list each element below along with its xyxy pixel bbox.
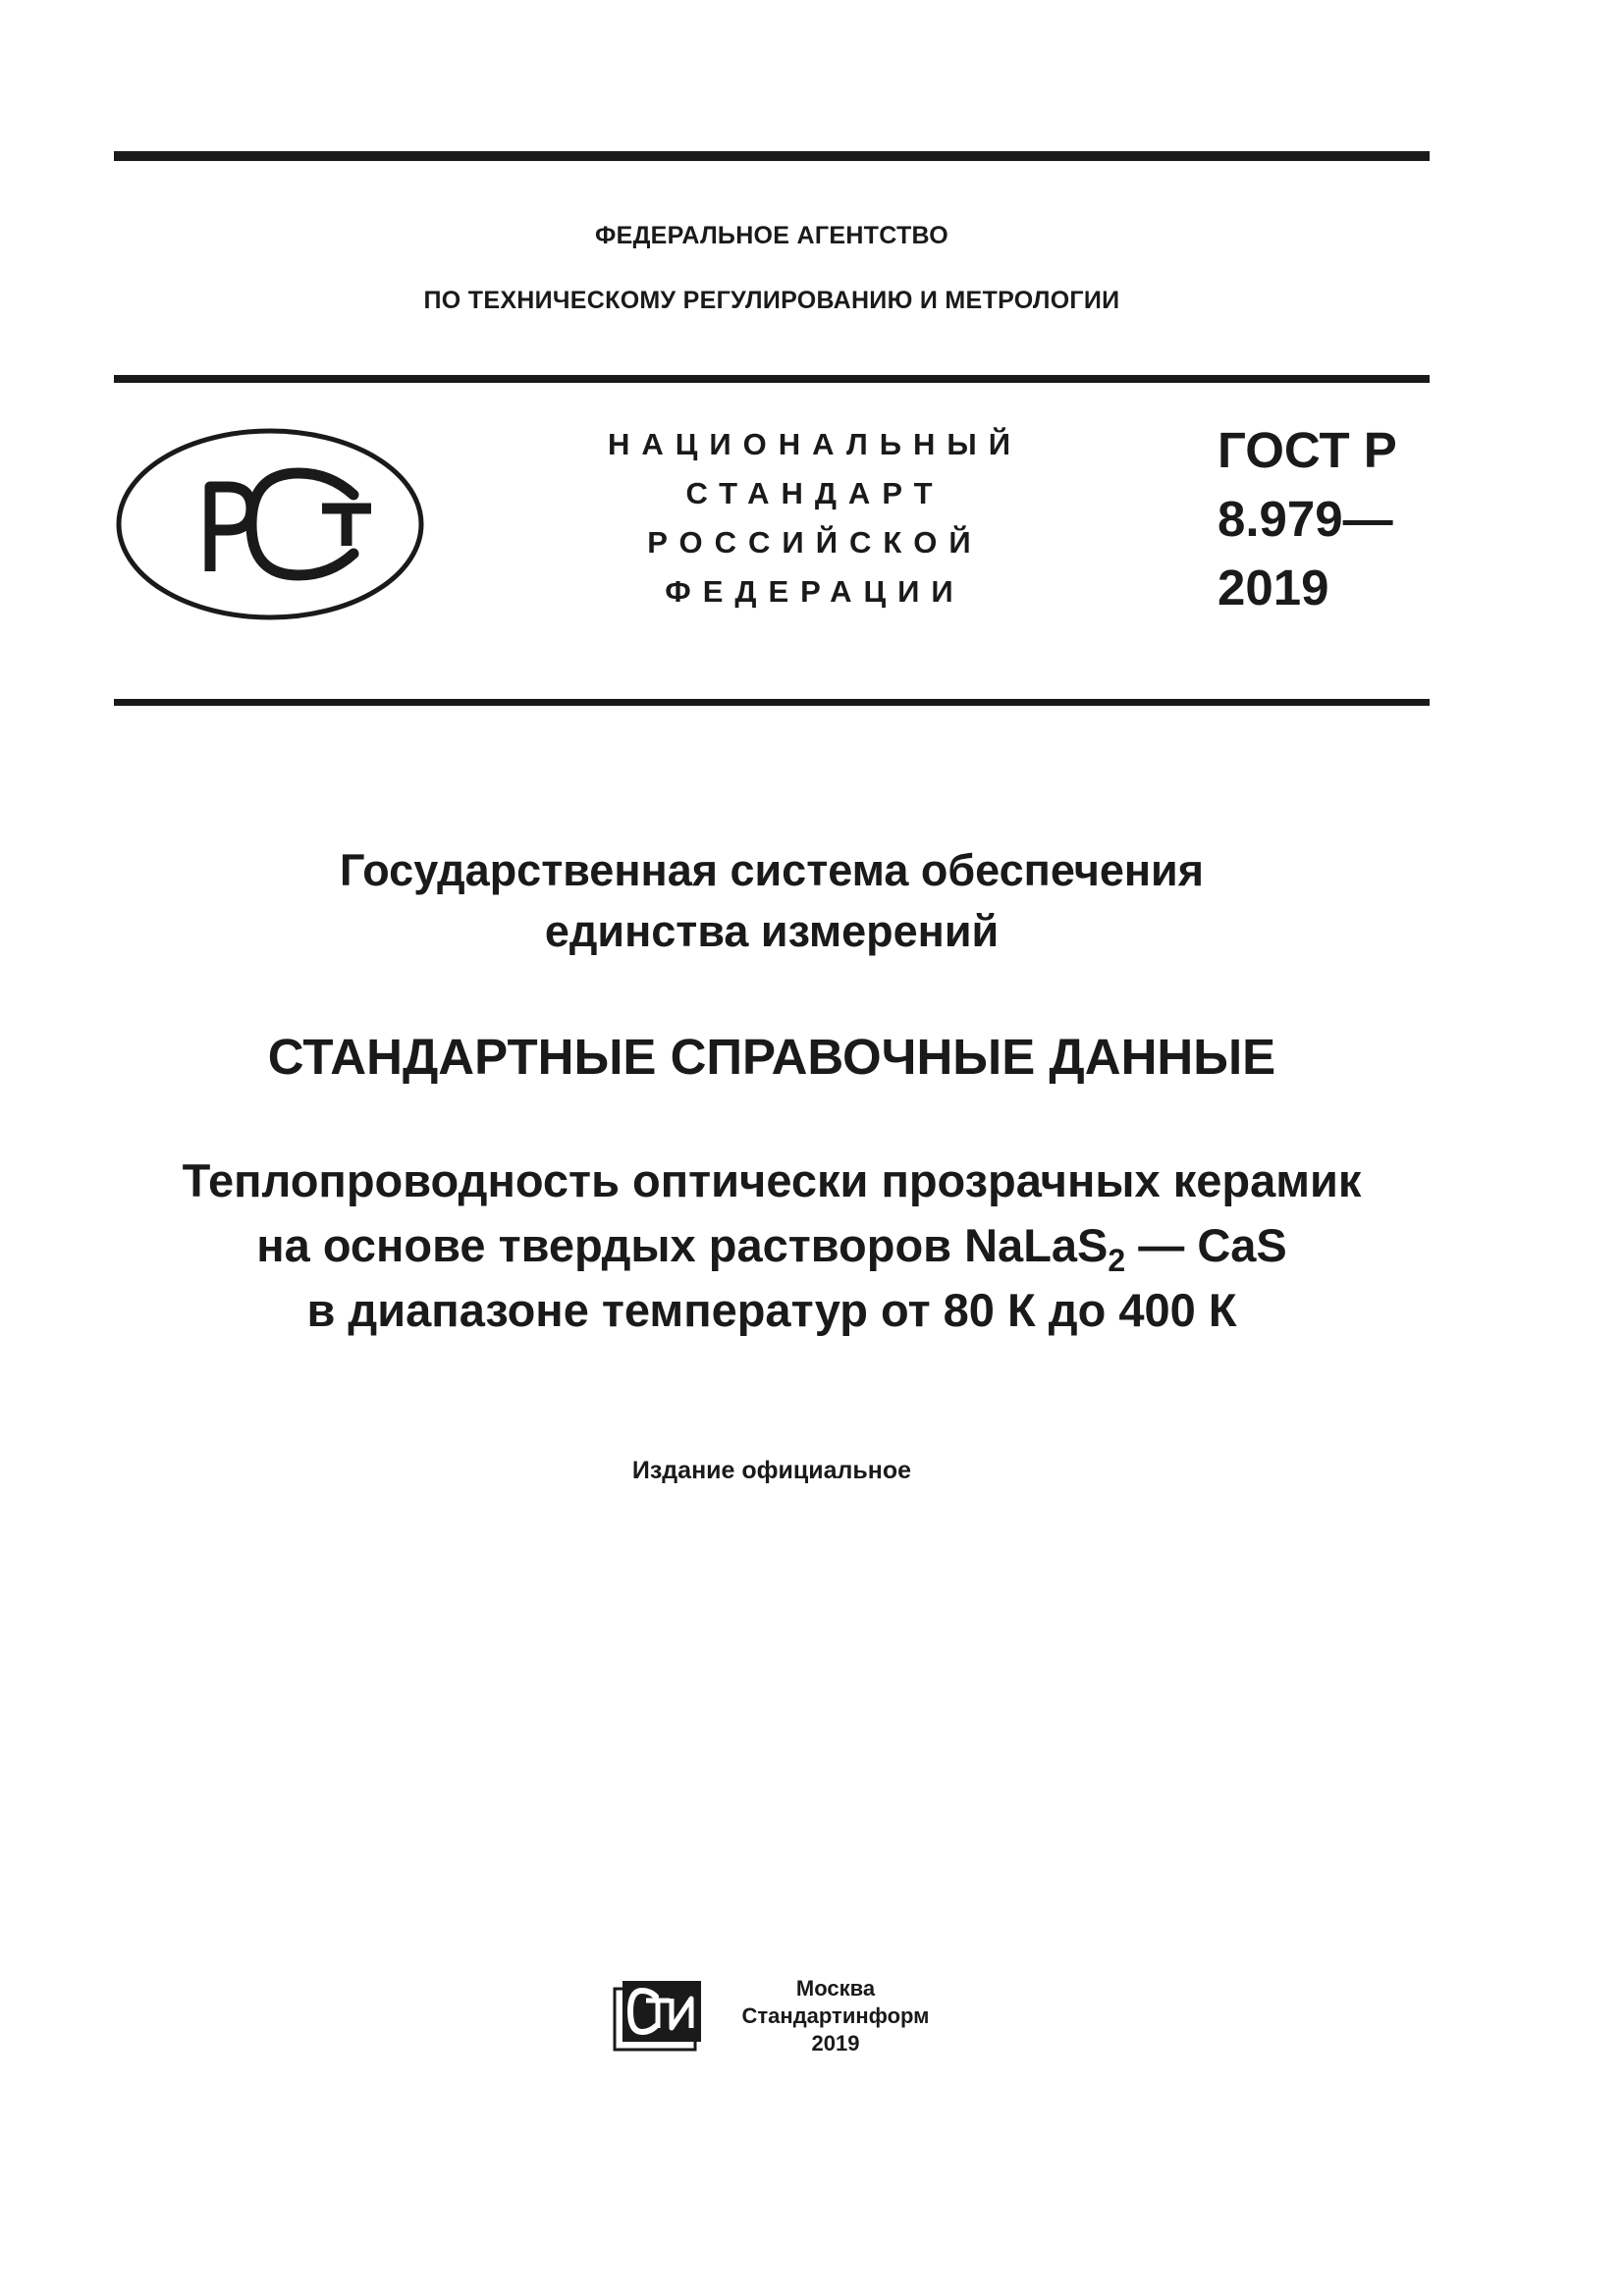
national-line: НАЦИОНАЛЬНЫЙ xyxy=(607,427,1023,461)
gost-line: ГОСТ Р xyxy=(1218,422,1397,478)
main-title: СТАНДАРТНЫЕ СПРАВОЧНЫЕ ДАННЫЕ xyxy=(267,1029,1276,1085)
agency-line-2: ПО ТЕХНИЧЕСКОМУ РЕГУЛИРОВАНИЮ И МЕТРОЛОГИИ xyxy=(423,287,1120,314)
publisher-info xyxy=(727,1975,945,2057)
subject-text: — CaS xyxy=(1125,1219,1287,1271)
gost-line: 8.979— xyxy=(1218,491,1393,547)
publisher-year: 2019 xyxy=(811,2031,860,2056)
header-rule xyxy=(114,375,1430,383)
publisher-name: Стандартинформ xyxy=(741,2003,930,2028)
subject-title-line xyxy=(0,1213,1543,1278)
national-line: ФЕДЕРАЦИИ xyxy=(665,574,965,609)
subject-text: на основе твердых растворов NaLaS xyxy=(256,1219,1109,1271)
subscript: 2 xyxy=(1108,1243,1126,1278)
subject-title xyxy=(0,1148,1543,1343)
gost-line: 2019 xyxy=(1218,560,1329,615)
national-line: СТАНДАРТ xyxy=(685,476,945,510)
top-rule xyxy=(114,151,1430,161)
publisher-city: Москва xyxy=(795,1976,876,2001)
edition-label: Издание официальное xyxy=(631,1457,912,1484)
standard-block-rule xyxy=(114,699,1430,706)
subject-title-line: Теплопроводность оптически прозрачных керамик xyxy=(182,1154,1362,1206)
national-standard-label xyxy=(584,420,1046,616)
agency-line-1: ФЕДЕРАЛЬНОЕ АГЕНТСТВО xyxy=(594,222,949,249)
standartinform-logo-icon xyxy=(611,1977,705,2054)
system-title-line: Государственная система обеспечения xyxy=(340,845,1204,895)
rst-gost-logo-icon xyxy=(114,426,426,622)
system-title xyxy=(0,840,1543,962)
national-line: РОССИЙСКОЙ xyxy=(647,525,983,560)
subject-title-line: в диапазоне температур от 80 К до 400 К xyxy=(306,1284,1237,1336)
gost-number xyxy=(1218,416,1397,622)
system-title-line: единства измерений xyxy=(544,906,1000,956)
